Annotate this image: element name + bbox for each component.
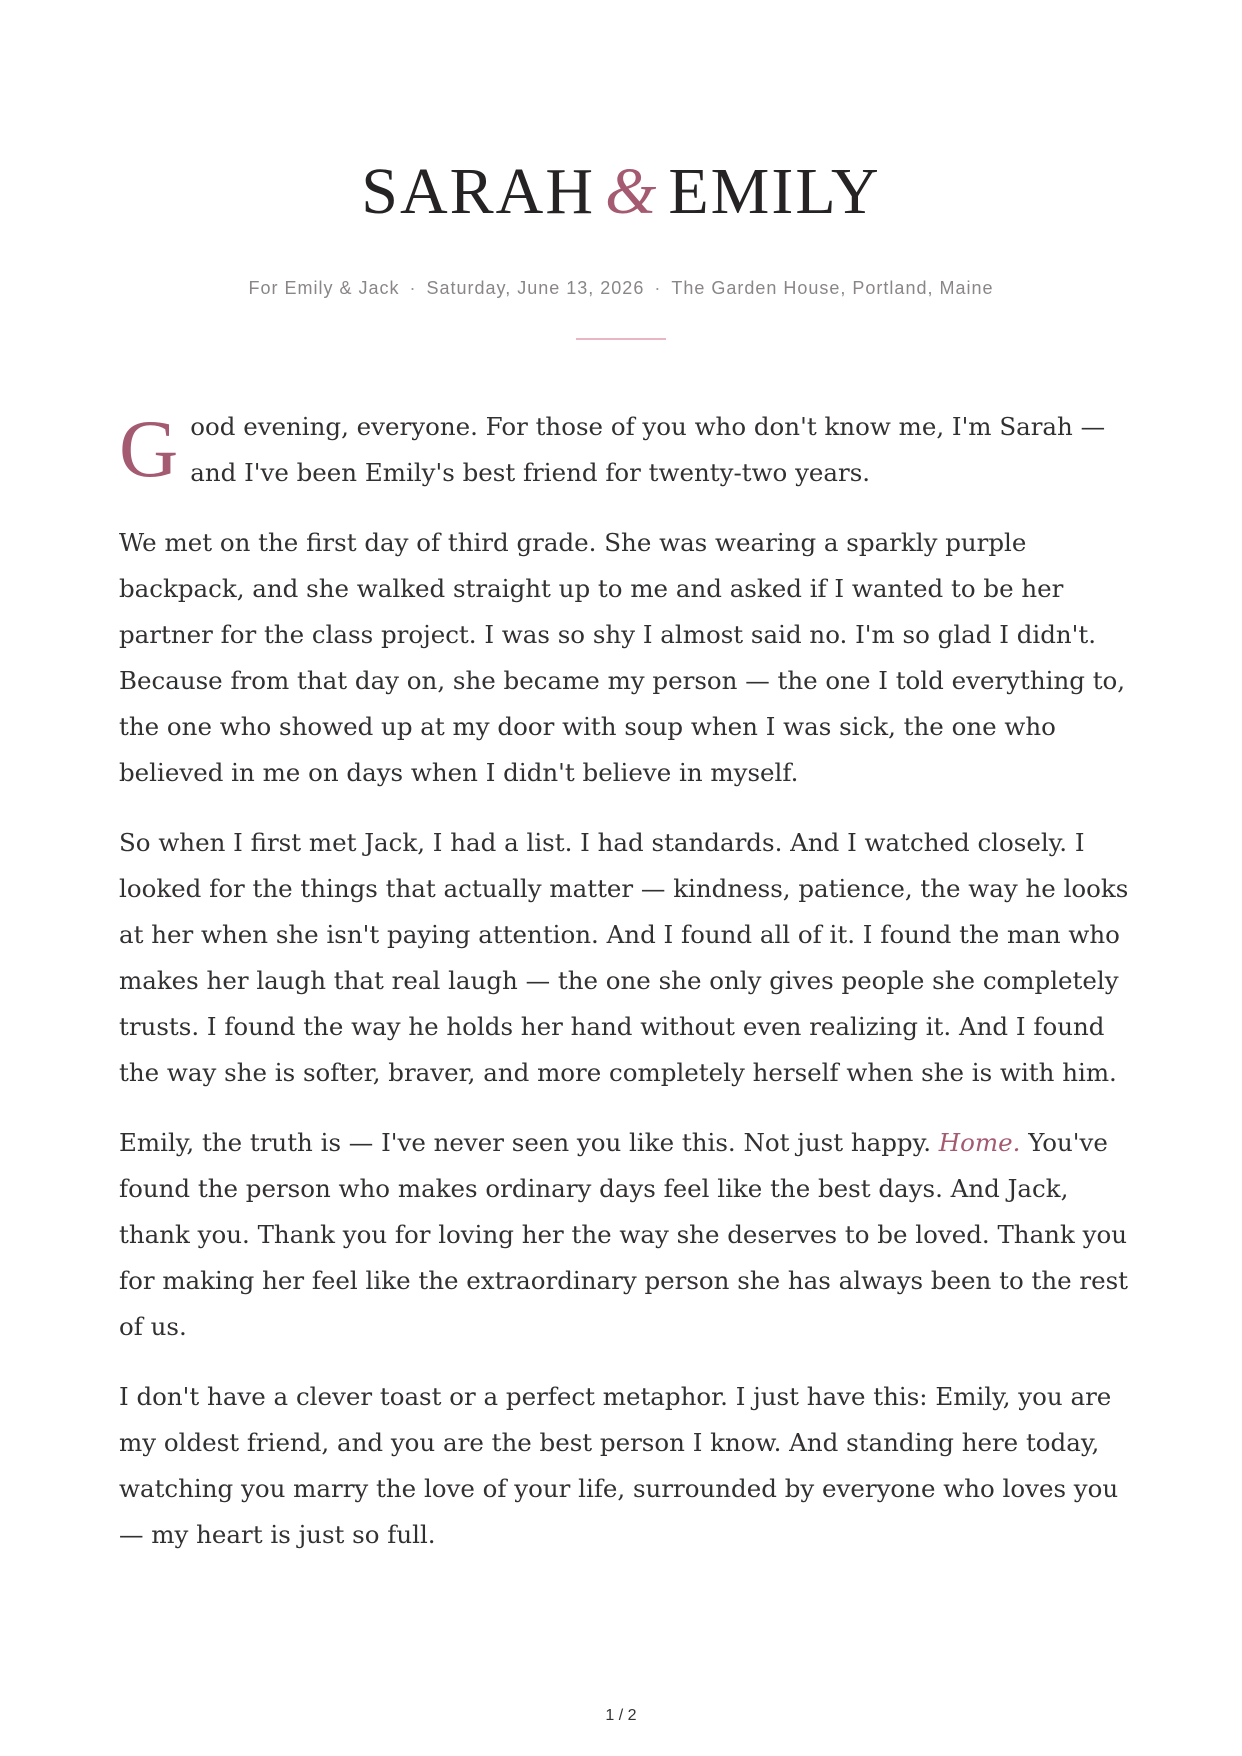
page-number: 1 / 2: [605, 1707, 637, 1724]
meta-separator: ·: [654, 278, 662, 298]
speech-paragraph-4: [119, 1120, 1129, 1350]
paragraph-text: ood evening, everyone. For those of you who don't know me, I'm Sarah — and I've been Emily's best friend for twenty-two years.: [190, 412, 1106, 487]
speech-body: [119, 404, 1129, 1582]
page-title: [0, 152, 1242, 232]
event-recipients: For Emily & Jack: [248, 278, 400, 298]
speech-paragraph-5: I don't have a clever toast or a perfect metaphor. I just have this: Emily, you are my oldest friend, and you are the best person I know. And standing here today, watching you marry the love of your life, surrounded by everyone who loves you — my heart is just so full.: [119, 1382, 1119, 1549]
paragraph-text: Emily, the truth is — I've never seen you like this. Not just happy.: [119, 1128, 939, 1157]
speech-paragraph-1: [119, 404, 1129, 496]
title-ampersand: &: [605, 155, 659, 228]
event-venue: The Garden House, Portland, Maine: [671, 278, 994, 298]
drop-cap: G: [119, 403, 179, 494]
paragraph-text: You've found the person who makes ordinary days feel like the best days. And Jack, thank you. Thank you for loving her the way she deserves to be loved. Thank you for making her feel like the extraordinary person she has always been to the rest of us.: [119, 1128, 1129, 1341]
title-name-sarah: SARAH: [361, 155, 595, 228]
speech-paragraph-3: So when I first met Jack, I had a list. I had standards. And I watched closely. I looked for the things that actually matter — kindness, patience, the way he looks at her when she isn't paying attention. And I found all of it. I found the man who makes her laugh that real laugh — the one she only gives people she completely trusts. I found the way he holds her hand without even realizing it. And I found the way she is softer, braver, and more completely herself when she is with him.: [119, 828, 1129, 1087]
speech-paragraph-2: We met on the first day of third grade. She was wearing a sparkly purple backpack, and she walked straight up to me and asked if I wanted to be her partner for the class project. I was so shy I almost said no. I'm so glad I didn't. Because from that day on, she became my person — the one I told everything to, the one who showed up at my door with soup when I was sick, the one who believed in me on days when I didn't believe in myself.: [119, 528, 1126, 787]
emphasis-word: Home.: [938, 1128, 1021, 1157]
meta-separator: ·: [409, 278, 417, 298]
header-divider: [576, 338, 666, 340]
title-name-emily: EMILY: [668, 155, 881, 228]
event-date: Saturday, June 13, 2026: [426, 278, 645, 298]
event-details: [0, 276, 1242, 300]
